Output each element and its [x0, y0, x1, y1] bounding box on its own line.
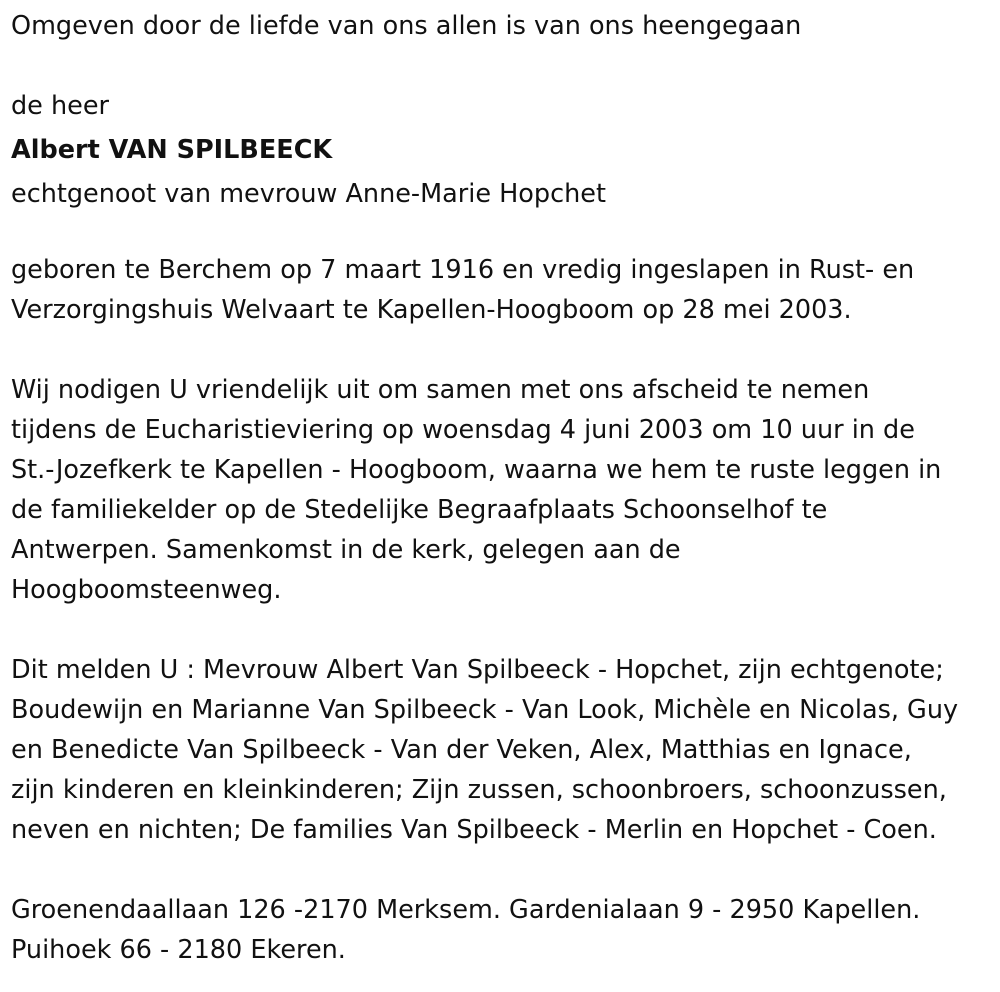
paragraph-line: Hoogboomsteenweg.	[11, 575, 282, 605]
spacer	[11, 330, 996, 370]
paragraph-line: Wij nodigen U vriendelijk uit om samen met ons afscheid te nemen	[11, 375, 870, 405]
address-paragraph	[11, 890, 996, 970]
spacer	[11, 610, 996, 650]
paragraph-line: geboren te Berchem op 7 maart 1916 en vredig ingeslapen in Rust- en	[11, 255, 915, 285]
paragraph-line: Puihoek 66 - 2180 Ekeren.	[11, 935, 346, 965]
paragraph-line: Antwerpen. Samenkomst in de kerk, gelegen aan de	[11, 535, 681, 565]
paragraph-line: Dit melden U : Mevrouw Albert Van Spilbeeck - Hopchet, zijn echtgenote;	[11, 655, 944, 685]
paragraph-line: de familiekelder op de Stedelijke Begraafplaats Schoonselhof te	[11, 495, 828, 525]
birth-death-paragraph	[11, 250, 996, 330]
spouse-line: echtgenoot van mevrouw Anne-Marie Hopchet	[11, 179, 606, 209]
intro-line: Omgeven door de liefde van ons allen is van ons heengegaan	[11, 11, 802, 41]
spacer	[11, 850, 996, 890]
salutation: de heer	[11, 91, 110, 121]
spacer	[11, 218, 996, 250]
paragraph-line: en Benedicte Van Spilbeeck - Van der Veken, Alex, Matthias en Ignace,	[11, 735, 912, 765]
family-paragraph	[11, 650, 996, 850]
deceased-name: Albert VAN SPILBEECK	[11, 135, 333, 165]
paragraph-line: neven en nichten; De families Van Spilbeeck - Merlin en Hopchet - Coen.	[11, 815, 937, 845]
paragraph-line: Groenendaallaan 126 -2170 Merksem. Gardenialaan 9 - 2950 Kapellen.	[11, 895, 921, 925]
paragraph-line: St.-Jozefkerk te Kapellen - Hoogboom, waarna we hem te ruste leggen in	[11, 455, 942, 485]
paragraph-line: Verzorgingshuis Welvaart te Kapellen-Hoogboom op 28 mei 2003.	[11, 295, 852, 325]
paragraph-line: Boudewijn en Marianne Van Spilbeeck - Van Look, Michèle en Nicolas, Guy	[11, 695, 959, 725]
paragraph-line: zijn kinderen en kleinkinderen; Zijn zussen, schoonbroers, schoonzussen,	[11, 775, 947, 805]
spacer	[11, 46, 996, 86]
invitation-paragraph	[11, 370, 996, 610]
paragraph-line: tijdens de Eucharistieviering op woensdag 4 juni 2003 om 10 uur in de	[11, 415, 915, 445]
death-notice	[11, 6, 996, 970]
